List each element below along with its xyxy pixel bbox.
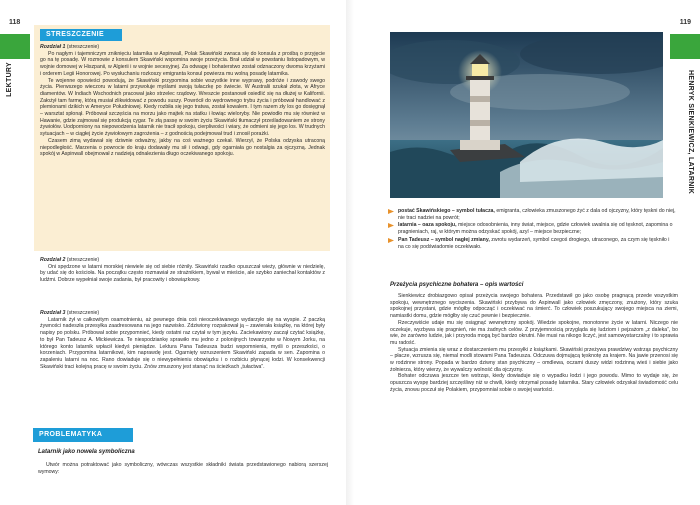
symbol-list (388, 208, 676, 251)
right-page (350, 0, 700, 505)
body-paragraph: Sytuacja zmienia się wraz z dostarczeniem mu przesyłki z książkami. Skawiński przeżywa prawdziwy wstrząs psychiczny – płacze, wzrusza się, niemal modli stowami Pana Tadeusza. Odczuwa dojmującą tęsknotę za krajem. Na jawie przenosi się w rodzinne strony. Popada w bardzo dziwny stan psychiczny – omdlewa, oczami duszy widzi rodzinną wieś i siebie jako żołnierza, który wierzy, że wywalczy wolność dla ojczyzny. (390, 346, 678, 373)
summary-chapter-1-heading: Rozdział 1 (streszczenie) (40, 44, 100, 50)
bullet-icon (388, 223, 394, 228)
problem-text: Utwór można potraktować jako symboliczny, wówczas wszystkie składniki świata przedstawionego nabiorą szerszej wymowy: (38, 462, 328, 475)
summary-chapter-3-heading: Rozdział 3 (streszczenie) (40, 310, 100, 316)
lighthouse-photo (390, 32, 663, 198)
side-label-right: HENRYK SIENKIEWICZ, LATARNIK (687, 70, 694, 195)
body-paragraph: Sienkiewicz drobiazgowo opisał przeżycia swojego bohatera. Przedstawił go jako osobę pragnącą przede wszystkim spokoju, wewnętrznego wyciszenia. Skawiński przybywa do Aspinwall jako człowiek zmęczony, znużony, który szuka spokojnej przystani, gdzie mógłby odpocząć i oczekiwać na śmierć. To człowiek poszukujący swojego miejsca na ziemi, namiastki domu, gdzie mógłby się czuć pewnie i bezpiecznie. (390, 293, 678, 320)
summary-paragraph: Latarnik żył w całkowitym osamotnieniu, aż pewnego dnia coś nieoczekiwanego wydarzyło się na wyspie. Z paczką żywności nadeszła przesyłka zaadresowana na jego nazwisko. Zdziwiony rozpakował ją – zawierała książkę, na której były napisy po polsku. Próbował sobie przypomnieć, kiedy ostatni raz czytał w tym języku. Zaciekawiony zaczął czytać książkę, to był Pan Tadeusz A. Mickiewicza. Te niespodziankę sprawiło mu jedno z polonijnych towarzystw w Nowym Jorku, na którego konto latarnik wpłacił kiedyś pieniądze. Lektura Pana Tadeusza budzi wspomnienia, myśli o przeszłości, o korzeniach. Przypomina latarnikowi, kim naprawdę jest. Ogarnięty wzruszeniem Skawiński zapada w sen. Zapomina o zapaleniu latarni na noc. Rano dowiaduje się o niewypełnieniu obowiązku i o rozbiciu płynącej łodzi. W konsekwencji Skawiński traci kolejną pracę w swoim życiu. Znów zmuszony jest stanąć na ścieżkach „tułactwa”. (40, 316, 325, 370)
bullet-icon (388, 209, 394, 214)
body-paragraph: Bohater odczuwa jeszcze ten wstrząs, kiedy dowiaduje się o wypadku łodzi i jego powodu. Mimo to wydaje się, że opuszcza wyspę bardziej szczęśliwy niż w chwili, kiedy otrzymał posadę latarnika. Stary człowiek odzyskał świadomość celu życia, znowu poczuł się Polakiem, przypomniał sobie o swojej wartości. (390, 373, 678, 393)
book-gutter (346, 0, 354, 505)
problem-header: PROBLEMATYKA (33, 428, 133, 442)
summary-paragraph: Te wojenne opowieści powodują, że Skawiński przypomina sobie wszystkie inne wyprawy, podróże i zawody swego życia. Pierwszego wieczoru w latarni przywołuje myślami swoją tułaczkę po świecie. W Australii szukał złota, w Afryce diamentów. W Indiach Wschodnich pracował jako strzelec rządowy. Wreszcie postanowił osiedlić się na dłużej w Kalifornii. Założył tam farmę, którą musiał zlikwidować z powodu suszy. Powrócił do wędrownego trybu życia i próbował handlować z plemionami dzikich w Ameryce Południowej. Kiedy rozbiła się jego tratwa, został kowalem. I tym razem zły los go dosięgnął – warsztat spłonął. Próbował szczęścia na morzu jako majtek na statku i łowiąc wieloryby. Nie powiodło mu się również w Hawanie, gdzie zajmował się produkcją cygar. Te złą passę w swoim życiu Skawiński tłumaczył prześladowaniem ze strony żywiołów. Uodporniony na niepowodzenia latarnik nie tracił spokoju, cierpliwości i wiary, że odmieni się jego los. W trudnych sytuacjach – w ciągłej życie żywiołowym zagrożenia – z godnością podejmował trud i znosił porażki. (40, 77, 325, 138)
page-number-right: 119 (679, 19, 691, 26)
lighthouse-storm-image (390, 32, 663, 198)
summary-paragraph: Oni spędzone w latarni morskiej niewiele się od siebie różniły. Skawiński rzadko opuszczał wieży, głównie w niedzielę, by udać się do kościoła. Na początku często rozmawiał ze strażnikiem, bywał w mieście, ale szybko zaniechał kontaktów z ludźmi. Dobrze wypełniał swoje zadania, był pracowity i obowiązkowy. (40, 263, 325, 284)
body-paragraph: Rzeczywiście udaje mu się osiągnąć wewnętrzny spokój. Wiedzie spokojne, monotonne życie w latarni. Niczego nie oczekuje, wyzbywa się pragnień, nie ma żadnych celów. Z przyjemnością przygląda się ludziom i pejzażom „z daleka”, bo wie, że zarówno ludzie, jak i przyroda mogą być bardzo okrutni. Nie musi na nikogo liczyć, jest samowystarczalny i to sprawia mu radość. (390, 319, 678, 346)
summary-chapter-2-heading: Rozdział 2 (streszczenie) (40, 257, 100, 263)
side-label-left: LEKTURY (6, 62, 13, 97)
summary-header: STRESZCZENIE (40, 29, 122, 41)
chapter-tab-right (670, 34, 700, 59)
section-title: Przeżycia psychiczne bohatera – opis wartości (390, 282, 524, 288)
problem-subtitle: Latarnik jako nowela symboliczna (38, 449, 135, 455)
chapter-tab-left (0, 34, 30, 59)
list-item: latarnia – oaza spokoju, miejsce odosobnienia, inny świat, miejsce, gdzie człowiek uwalnia się od tęsknot, zapomina o pragnieniach, raj, w którym można odzyskać spokój, azyl – miejsce bezpieczne; (388, 222, 676, 235)
list-item: postać Skawińskiego – symbol tułacza, emigranta, człowieka zmuszonego żyć z dala od ojczyzny, który tęskni do niej, nie traci nadziei na powrót; (388, 208, 676, 221)
page-number-left: 118 (9, 19, 21, 26)
summary-text (40, 44, 325, 158)
summary-paragraph: Czasem zimą wydawał się dziwnie odważny, jakby na coś ważnego czekał. Wierzył, że Polska odzyska utraconą niepodległość. Marzenia o powrocie do kraju dodawały mu sił i odwagi, gdy ogarniała go nostalgia za ojczyzną. Jednak spokój w Aspinwall obejmował z nadzieją odnalezienia długo oczekiwanego spokoju. (40, 137, 325, 158)
summary-text-3 (40, 310, 325, 370)
summary-text-2 (40, 257, 325, 284)
right-body-text (390, 293, 678, 394)
summary-paragraph: Po nagłym i tajemniczym zniknięciu latarnika w Aspinwall, Polak Skawiński zwraca się do konsula z prośbą o przyjęcie go na tę posadę. W rozmowie z konsulem Skawiński wspomina swoje przeżycia. Brał udział w powstaniu listopadowym, w wojnie domowej w Hiszpanii, w Algierii i w wojnie secesyjnej. Za odwagę i bohaterstwo został odznaczony dwoma krzyżami i orderem Legii Honorowej. Po wysłuchaniu rozkoszy emigranta konsul powierza mu wolną posadę latarnika. (40, 50, 325, 77)
bullet-icon (388, 238, 394, 243)
list-item: Pan Tadeusz – symbol nagłej zmiany, zwrotu wydarzeń, symbol czegoś drogiego, utraconego, za czym się tęskniło i na co się podświadomie oczekiwało. (388, 237, 676, 250)
